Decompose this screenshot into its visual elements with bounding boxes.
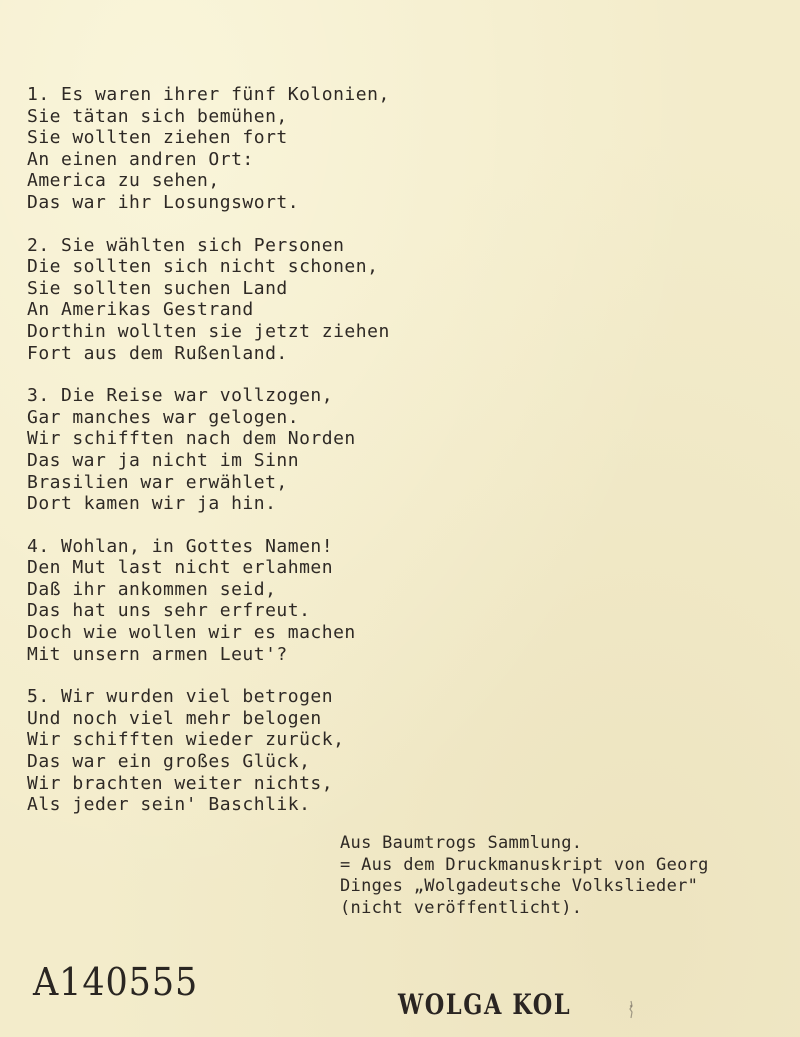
stanza-line: Doch wie wollen wir es machen (27, 622, 356, 644)
stanza-line: Den Mut last nicht erlahmen (27, 557, 334, 579)
stanza-line: 1. Es waren ihrer fünf Kolonien, (27, 84, 390, 105)
ink-smudge-icon (626, 1000, 636, 1020)
stanza-line: 4. Wohlan, in Gottes Namen! (27, 535, 334, 557)
collection-stamp: WOLGA KOL (398, 988, 572, 1021)
stanza-1 (27, 84, 467, 214)
stanza-line: Wir schifften wieder zurück, (27, 729, 345, 751)
stanza-line: Als jeder sein' Baschlik. (27, 794, 311, 816)
stanza-line: 3. Die Reise war vollzogen, (27, 385, 334, 407)
stanza-line: An einen andren Ort: (27, 148, 254, 170)
stanza-line: An Amerikas Gestrand (27, 299, 254, 321)
stanza-line: Das war ja nicht im Sinn (27, 449, 300, 471)
stanza-line: Sie tätan sich bemühen, (27, 105, 288, 127)
stanza-line: Sie wollten ziehen fort (27, 127, 288, 149)
stanza-2 (27, 235, 467, 365)
song-text (27, 84, 467, 837)
stanza-line: Fort aus dem Rußenland. (27, 342, 288, 364)
stanza-line: 2. Sie wählten sich Personen (27, 234, 345, 256)
stanza-line: Und noch viel mehr belogen (27, 707, 322, 729)
stanza-line: Die sollten sich nicht schonen, (27, 256, 379, 278)
stanza-3 (27, 385, 467, 515)
source-note (340, 833, 800, 919)
stanza-line: Mit unsern armen Leut'? (27, 643, 288, 665)
stanza-line: America zu sehen, (27, 170, 220, 192)
source-line: (nicht veröffentlicht). (340, 897, 583, 918)
stanza-line: Brasilien war erwählet, (27, 471, 288, 493)
stanza-line: Das war ihr Losungswort. (27, 191, 300, 213)
source-line: Aus Baumtrogs Sammlung. (340, 833, 583, 853)
stanza-line: Wir schifften nach dem Norden (27, 428, 356, 450)
stanza-line: Dort kamen wir ja hin. (27, 493, 277, 515)
source-line: Dinges „Wolgadeutsche Volkslieder" (340, 876, 699, 896)
stanza-line: Gar manches war gelogen. (27, 406, 300, 428)
stanza-line: Das hat uns sehr erfreut. (27, 600, 311, 622)
stanza-4 (27, 536, 467, 666)
source-line: = Aus dem Druckmanuskript von Georg (340, 854, 709, 875)
stanza-line: Dorthin wollten sie jetzt ziehen (27, 320, 390, 342)
archive-number: A140555 (33, 960, 199, 1004)
stanza-line: Das war ein großes Glück, (27, 751, 311, 773)
stanza-line: Wir brachten weiter nichts, (27, 772, 334, 794)
stanza-line: 5. Wir wurden viel betrogen (27, 686, 334, 708)
stanza-line: Sie sollten suchen Land (27, 277, 288, 299)
stanza-line: Daß ihr ankommen seid, (27, 578, 277, 600)
stanza-5 (27, 686, 467, 816)
